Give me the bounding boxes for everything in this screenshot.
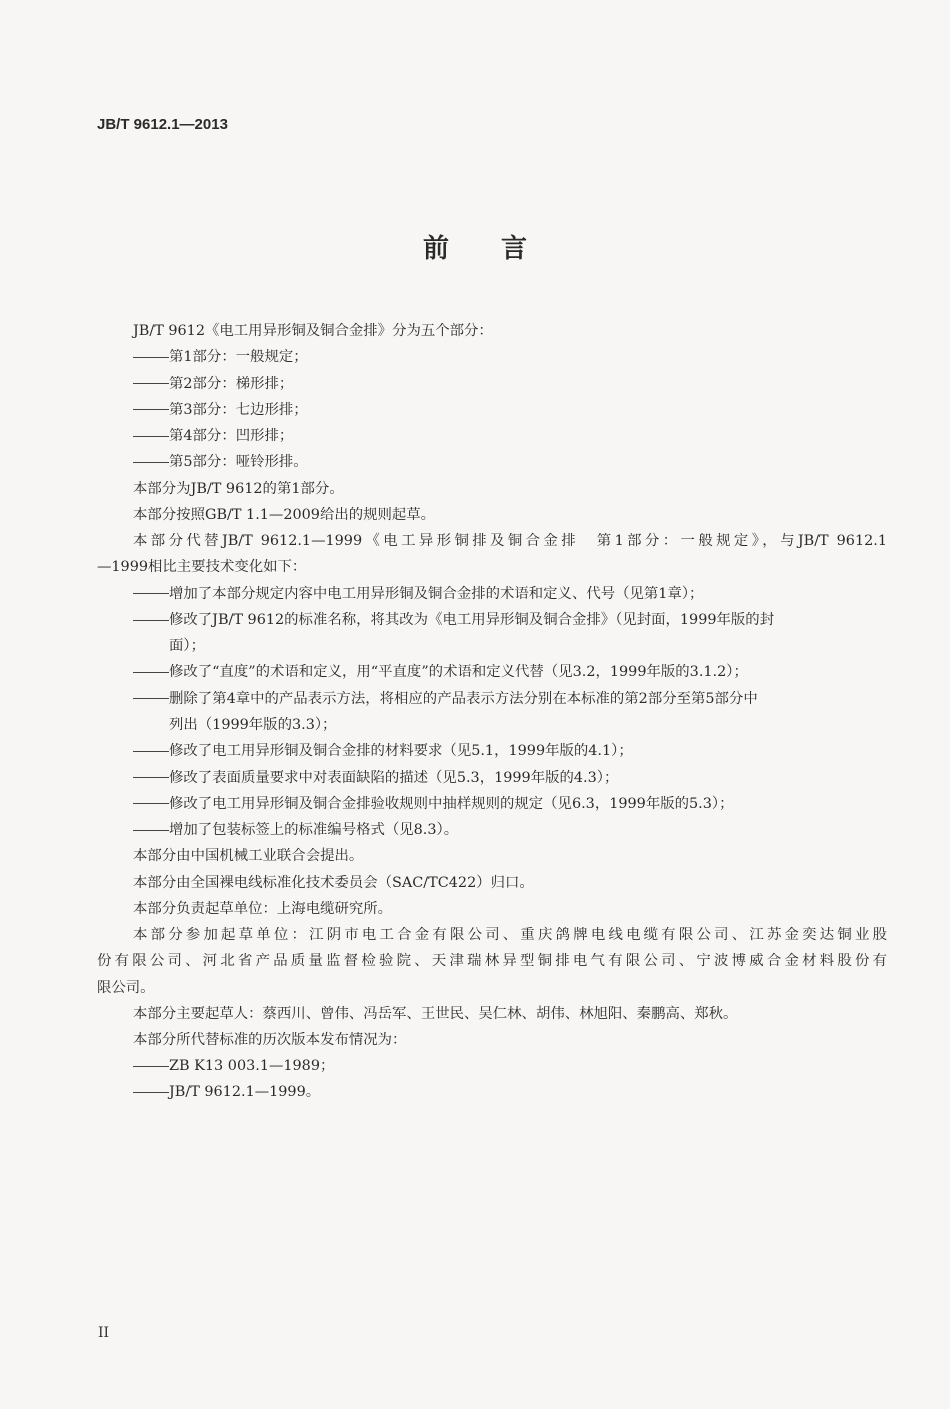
paragraph-drafting-rules: 本部分按照GB/T 1.1—2009给出的规则起草。 xyxy=(133,506,436,523)
dash-mark xyxy=(133,672,169,673)
change-item-cont: 面）； xyxy=(169,638,205,655)
paragraph-participants: 本部分参加起草单位：江阴市电工合金有限公司、重庆鸽牌电线电缆有限公司、江苏金奕达铜业股 xyxy=(133,927,887,944)
dash-mark xyxy=(133,830,169,831)
dash-mark xyxy=(133,1066,169,1067)
history-item: JB/T 9612.1—1999。 xyxy=(97,1079,887,1105)
dash-mark xyxy=(133,751,169,752)
dash-mark xyxy=(133,1092,169,1093)
change-item: 删除了第4章中的产品表示方法，将相应的产品表示方法分别在本标准的第2部分至第5部分中 xyxy=(97,686,887,712)
change-item: 修改了表面质量要求中对表面缺陷的描述（见5.3，1999年版的4.3）； xyxy=(97,765,887,791)
paragraph-replaces-cont: —1999相比主要技术变化如下： xyxy=(97,559,307,576)
dash-mark xyxy=(133,436,169,437)
dash-mark xyxy=(133,462,169,463)
dash-mark xyxy=(133,803,169,804)
change-item: 修改了JB/T 9612的标准名称，将其改为《电工用异形铜及铜合金排》（见封面，1999年版的封 xyxy=(97,607,887,633)
paragraph-participants-cont: 限公司。 xyxy=(97,979,155,996)
history-item: ZB K13 003.1—1989； xyxy=(97,1053,887,1079)
change-item: 修改了“直度”的术语和定义，用“平直度”的术语和定义代替（见3.2，1999年版的3.1.2）； xyxy=(97,659,887,685)
dash-mark xyxy=(133,383,169,384)
change-item: 修改了电工用异形铜及铜合金排的材料要求（见5.1，1999年版的4.1）； xyxy=(97,738,887,764)
paragraph-parts-intro: JB/T 9612《电工用异形铜及铜合金排》分为五个部分： xyxy=(133,323,493,339)
paragraph-history: 本部分所代替标准的历次版本发布情况为： xyxy=(133,1031,407,1048)
dash-mark xyxy=(133,620,169,621)
paragraph-proposer: 本部分由中国机械工业联合会提出。 xyxy=(133,848,364,865)
paragraph-drafters: 本部分主要起草人：蔡西川、曾伟、冯岳军、王世民、吴仁林、胡伟、林旭阳、秦鹏高、郑秋。 xyxy=(133,1005,738,1022)
paragraph-participants-cont: 份有限公司、河北省产品质量监督检验院、天津瑞林异型铜排电气有限公司、宁波博威合金材料股份有 xyxy=(97,953,887,970)
dash-mark xyxy=(133,777,169,778)
list-item: 第1部分：一般规定； xyxy=(97,344,887,370)
document-id: JB/T 9612.1—2013 xyxy=(97,116,228,133)
list-item: 第3部分：七边形排； xyxy=(97,397,887,423)
dash-mark xyxy=(133,698,169,699)
paragraph-committee: 本部分由全国裸电线标准化技术委员会（SAC/TC422）归口。 xyxy=(133,874,534,891)
paragraph-replaces: 本部分代替JB/T 9612.1—1999《电工异形铜排及铜合金排 第1部分：一般规定》，与JB/T 9612.1 xyxy=(133,533,887,550)
list-item: 第4部分：凹形排； xyxy=(97,423,887,449)
foreword-body xyxy=(97,318,887,1106)
page-title: 前言 xyxy=(422,234,579,264)
dash-mark xyxy=(133,357,169,358)
paragraph-lead-drafter: 本部分负责起草单位：上海电缆研究所。 xyxy=(133,900,393,917)
page-number: II xyxy=(98,1325,110,1341)
list-item: 第5部分：哑铃形排。 xyxy=(97,449,887,475)
dash-mark xyxy=(133,409,169,410)
change-item: 增加了包装标签上的标准编号格式（见8.3）。 xyxy=(97,817,887,843)
change-item: 修改了电工用异形铜及铜合金排验收规则中抽样规则的规定（见6.3，1999年版的5.3）； xyxy=(97,791,887,817)
list-item: 第2部分：梯形排； xyxy=(97,371,887,397)
change-item: 增加了本部分规定内容中电工用异形铜及铜合金排的术语和定义、代号（见第1章）； xyxy=(97,581,887,607)
change-item-cont: 列出（1999年版的3.3）； xyxy=(169,717,337,734)
dash-mark xyxy=(133,593,169,594)
paragraph-part-number: 本部分为JB/T 9612的第1部分。 xyxy=(133,480,344,497)
